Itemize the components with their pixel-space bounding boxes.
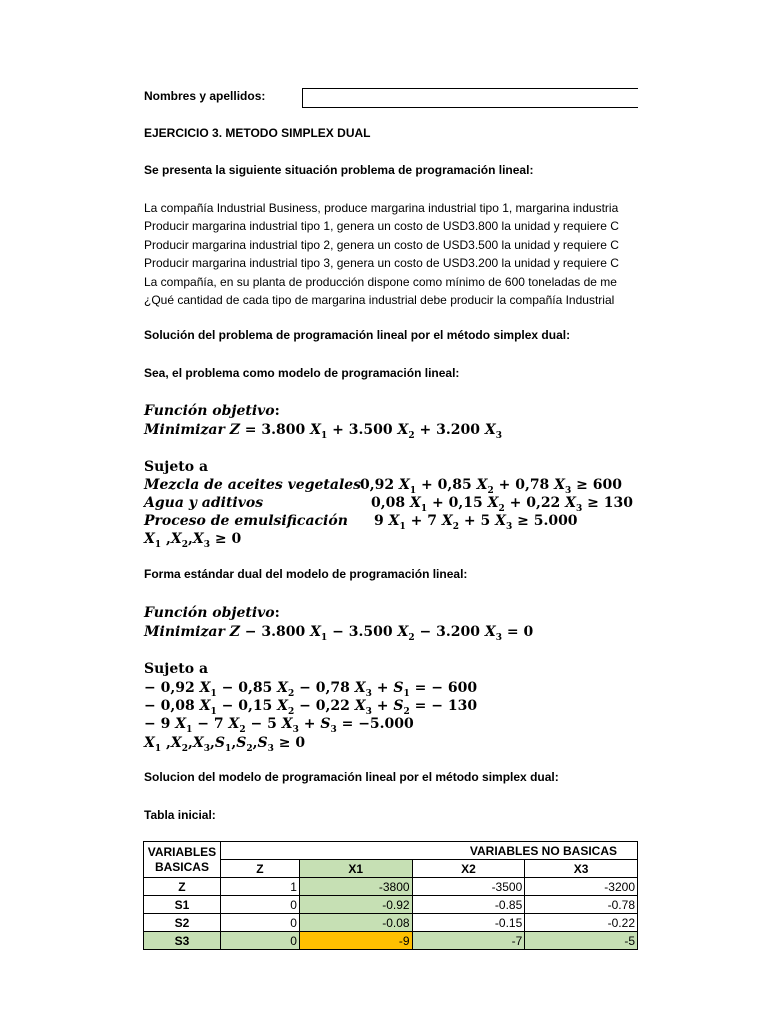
table-label: Tabla inicial: bbox=[144, 808, 216, 822]
cell: -3200 bbox=[525, 878, 638, 896]
table-row bbox=[144, 896, 638, 914]
intro-heading: Se presenta la siguiente situación problema de programación lineal: bbox=[144, 163, 534, 177]
basic-header-line: VARIABLES bbox=[147, 844, 217, 859]
problem-line: La compañía Industrial Business, produce margarina industrial tipo 1, margarina industria bbox=[144, 201, 619, 215]
cell: -0.85 bbox=[412, 896, 525, 914]
table-row bbox=[144, 914, 638, 932]
table-row bbox=[144, 932, 638, 950]
model-objective: Minimizar Z = 3.800 $X_1 + 3.500$ $X_2 + 3.200$ $X_3$ bbox=[144, 422, 502, 441]
cell: -7 bbox=[412, 932, 525, 950]
cell: 1 bbox=[220, 878, 299, 896]
model-subject-to: Sujeto a bbox=[144, 459, 209, 475]
problem-line: ¿Qué cantidad de cada tipo de margarina industrial debe producir la compañía Industrial bbox=[144, 293, 615, 308]
model-nonnegativity: $X_1$ $,X_2,X_3 \ge 0$ bbox=[144, 531, 242, 550]
constraint-row: Proceso de emulsificación 9 $X_1 + 7$ $X_2 + 5$ $X_3 \ge 5.000$ bbox=[144, 513, 578, 532]
row-var: S2 bbox=[144, 914, 221, 932]
name-input-box[interactable] bbox=[302, 88, 638, 108]
nonbasic-vars-header: VARIABLES NO BASICAS bbox=[220, 842, 637, 860]
cell: 0 bbox=[220, 896, 299, 914]
problem-line: Producir margarina industrial tipo 1, genera un costo de USD3.800 la unidad y requiere C bbox=[144, 219, 619, 234]
column-header: Z bbox=[220, 860, 299, 878]
cell: -3800 bbox=[299, 878, 412, 896]
dual-objective-label: Función objetivo: bbox=[144, 605, 280, 621]
column-header: X2 bbox=[412, 860, 525, 878]
constraint-row: Agua y aditivos 0,08 $X_1 + 0,15$ $X_2 + 0,22$ $X_3 \ge 130$ bbox=[144, 495, 634, 514]
problem-line: Producir margarina industrial tipo 2, genera un costo de USD3.500 la unidad y requiere C bbox=[144, 237, 619, 252]
basic-header-line: BASICAS bbox=[154, 859, 209, 874]
constraint-name: Mezcla de aceites vegetales bbox=[144, 477, 362, 493]
problem-line: Producir margarina industrial tipo 3, genera un costo de USD3.200 la unidad y requiere C bbox=[144, 256, 619, 271]
dual-constraint: − 0,92 $X_1 - 0,85$ $X_2 - 0,78$ $X_3 + S_1$ = − 600 bbox=[144, 680, 478, 699]
solution-heading: Solución del problema de programación lineal por el método simplex dual: bbox=[144, 328, 571, 342]
dual-objective: Minimizar Z − 3.800 $X_1 - 3.500$ $X_2 - 3.200$ $X_3 = 0$ bbox=[144, 624, 534, 643]
cell: -5 bbox=[525, 932, 638, 950]
cell: -0.78 bbox=[525, 896, 638, 914]
constraint-name: Proceso de emulsificación bbox=[144, 513, 348, 529]
model-heading: Sea, el problema como modelo de programación lineal: bbox=[144, 366, 460, 380]
cell: -0.92 bbox=[299, 896, 412, 914]
column-header: X3 bbox=[525, 860, 638, 878]
dual-heading: Forma estándar dual del modelo de programación lineal: bbox=[144, 567, 468, 581]
cell: -0.08 bbox=[299, 914, 412, 932]
cell: -3500 bbox=[412, 878, 525, 896]
pivot-cell: -9 bbox=[299, 932, 412, 950]
row-var: S1 bbox=[144, 896, 221, 914]
constraint-row: Mezcla de aceites vegetales 0,92 $X_1 + 0,85$ $X_2 + 0,78$ $X_3 \ge 600$ bbox=[144, 477, 623, 496]
dual-subject-to: Sujeto a bbox=[144, 661, 209, 677]
cell: -0.15 bbox=[412, 914, 525, 932]
table-row bbox=[144, 878, 638, 896]
model-objective-label: Función objetivo: bbox=[144, 403, 280, 419]
constraint-name: Agua y aditivos bbox=[144, 495, 264, 511]
cell: 0 bbox=[220, 932, 299, 950]
problem-statement bbox=[144, 199, 619, 309]
simplex-table bbox=[143, 841, 638, 950]
column-header: X1 bbox=[299, 860, 412, 878]
dual-constraint: − 9 $X_1 - 7$ $X_2 - 5$ $X_3 + S_3 = -5.000$ bbox=[144, 716, 414, 735]
dual-constraint: − 0,08 $X_1 - 0,15$ $X_2 - 0,22$ $X_3 + S_2$ = − 130 bbox=[144, 698, 478, 717]
dual-nonnegativity: $X_1$ $,X_2,X_3,S_1,S_2,S_3 \ge 0$ bbox=[144, 735, 306, 754]
cell: 0 bbox=[220, 914, 299, 932]
name-label: Nombres y apellidos: bbox=[144, 89, 266, 103]
solve-heading: Solucion del modelo de programación lineal por el método simplex dual: bbox=[144, 770, 559, 784]
basic-vars-header bbox=[144, 842, 221, 878]
cell: -0.22 bbox=[525, 914, 638, 932]
exercise-title: EJERCICIO 3. METODO SIMPLEX DUAL bbox=[144, 126, 371, 140]
row-var: S3 bbox=[144, 932, 221, 950]
row-var: Z bbox=[144, 878, 221, 896]
problem-line: La compañía, en su planta de producción dispone como mínimo de 600 toneladas de me bbox=[144, 274, 617, 289]
